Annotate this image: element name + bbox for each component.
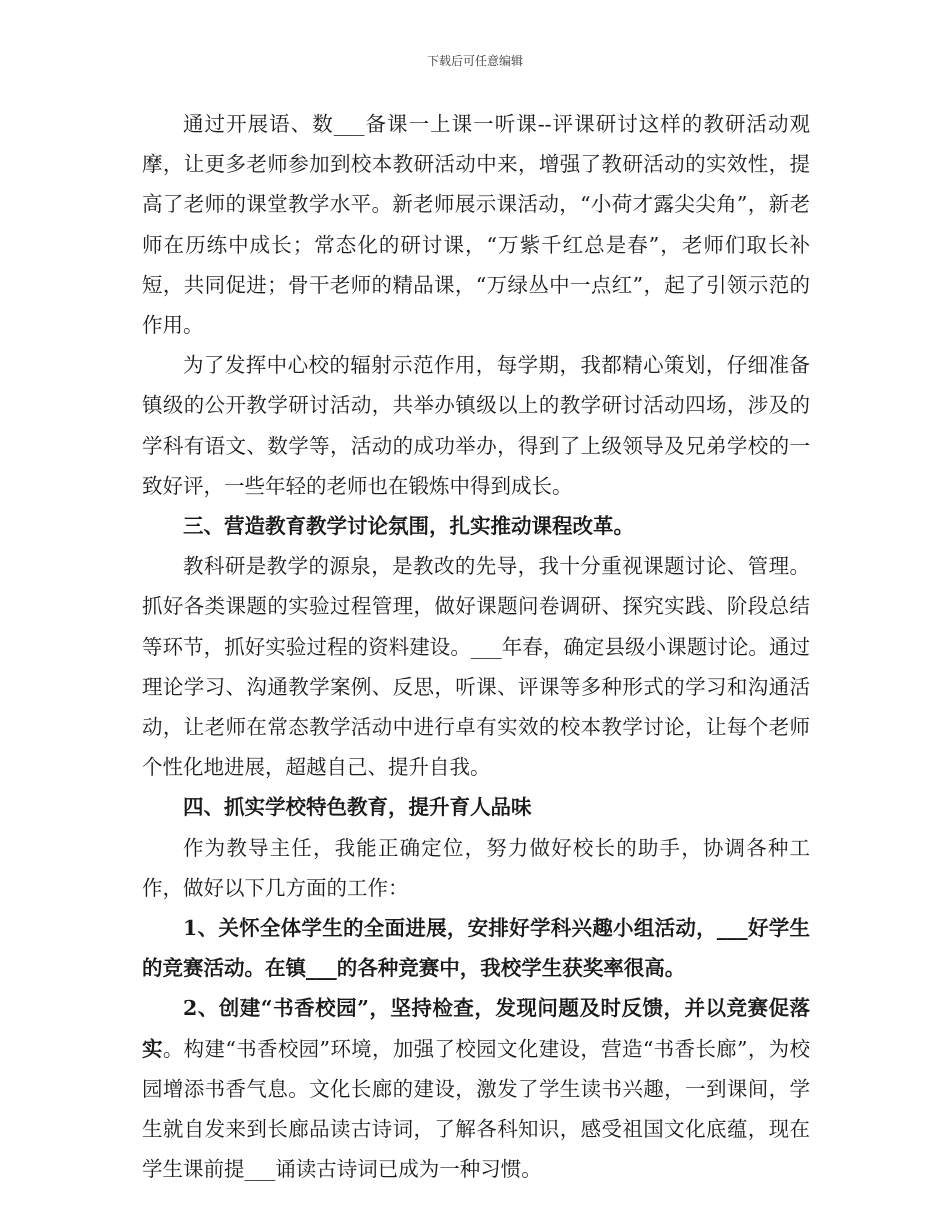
list-item-2-lead: 2、创建“书香校园”，坚持检查，发现问题及时反馈，并以竞赛促落实 (142, 996, 810, 1061)
section-heading-3: 三、营造教育教学讨论氛围，扎实推动课程改革。 (183, 514, 634, 539)
paragraph-role: 作为教导主任，我能正确定位，努力做好校长的助手，协调各种工作，做好以下几方面的工作： (142, 835, 810, 900)
list-item-1: 1、关怀全体学生的全面进展，安排好学科兴趣小组活动，___好学生的竞赛活动。在镇___的各种竞赛中，我校学生获奖率很高。 (142, 916, 810, 981)
list-item-2-text: 。构建“书香校园”环境，加强了校园文化建设，营造“书香长廊”，为校园增添书香气息。文化长廊的建设，激发了学生读书兴趣，一到课间，学生就自发来到长廊品读古诗词，了解各科知识，感受祖国文化底蕴，现在学生课前提___诵读古诗词已成为一种习惯。 (142, 1036, 811, 1182)
document-body (142, 104, 810, 1189)
paragraph-research-projects: 教科研是教学的源泉，是教改的先导，我十分重视课题讨论、管理。抓好各类课题的实验过程管理，做好课题问卷调研、探究实践、阶段总结等环节，抓好实验过程的资料建设。___年春，确定县级小课题讨论。通过理论学习、沟通教学案例、反思，听课、评课等多种形式的学习和沟通活动，让老师在常态教学活动中进行卓有实效的校本教学讨论，让每个老师个性化地进展，超越自己、提升自我。 (142, 554, 810, 780)
list-item-2 (142, 988, 810, 1189)
page-header: 下载后可任意编辑 (426, 54, 523, 68)
paragraph-teaching-research: 通过开展语、数___备课一上课一听课--评课研讨这样的教研活动观摩，让更多老师参加到校本教研活动中来，增强了教研活动的实效性，提高了老师的课堂教学水平。新老师展示课活动，“小荷才露尖尖角”，新老师在历练中成长；常态化的研讨课，“万紫千红总是春”，老师们取长补短，共同促进；骨干老师的精品课，“万绿丛中一点红”，起了引领示范的作用。 (142, 112, 810, 338)
paragraph-demonstration: 为了发挥中心校的辐射示范作用，每学期，我都精心策划，仔细准备镇级的公开教学研讨活动，共举办镇级以上的教学研讨活动四场，涉及的学科有语文、数学等，活动的成功举办，得到了上级领导及兄弟学校的一致好评，一些年轻的老师也在锻炼中得到成长。 (142, 353, 810, 498)
section-heading-4: 四、抓实学校特色教育，提升育人品味 (183, 795, 532, 820)
